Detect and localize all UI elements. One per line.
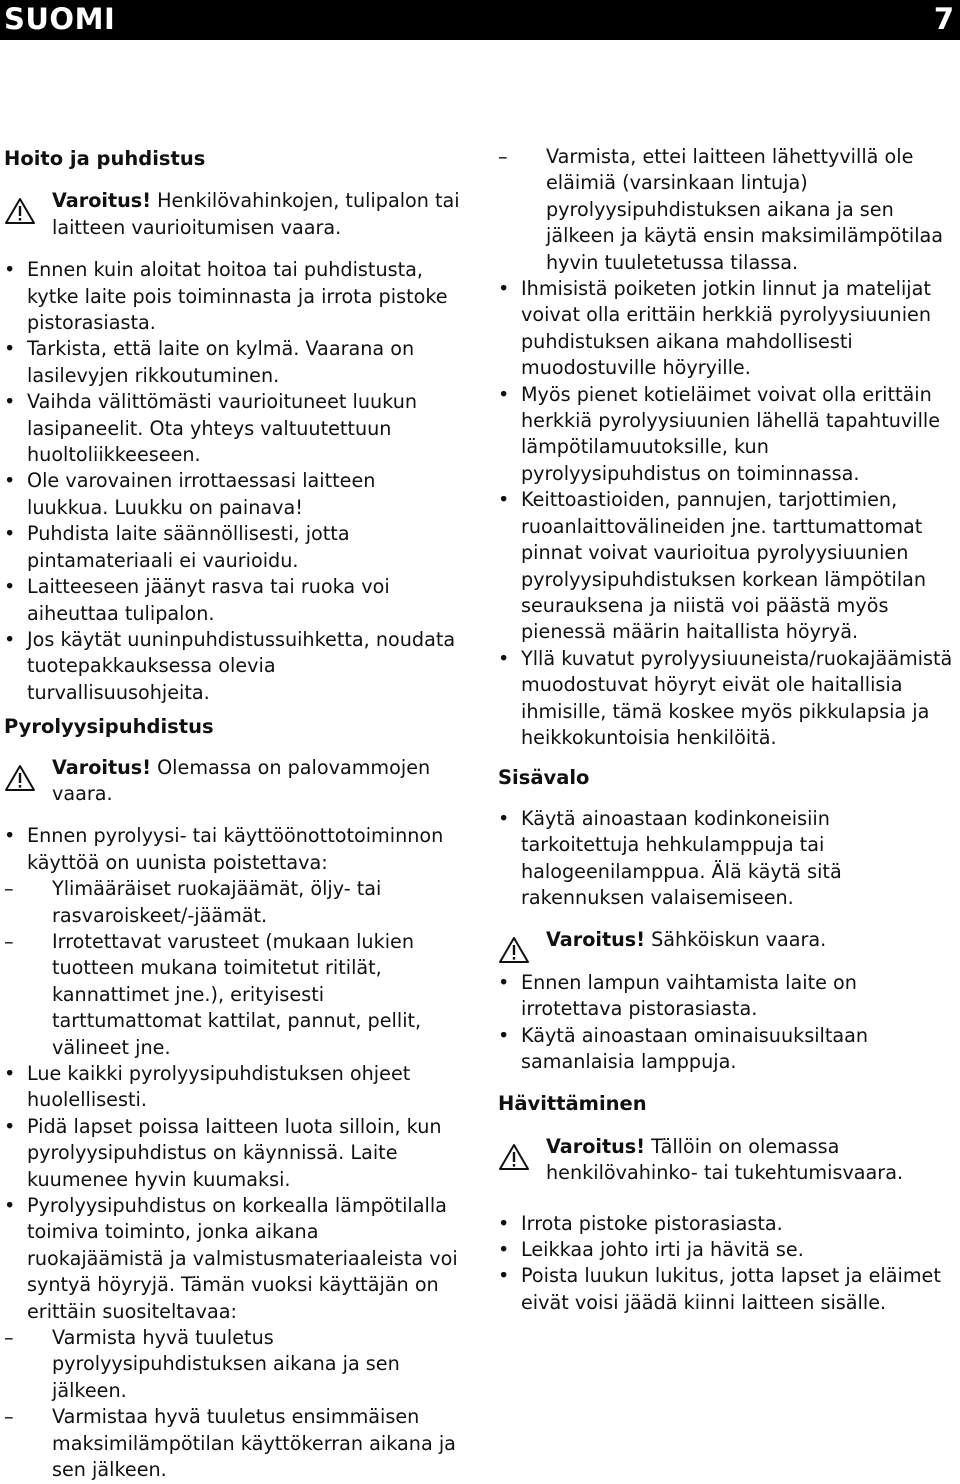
- list-item: • Lue kaikki pyrolyysipuhdistuksen ohjeet huolellisesti.: [4, 1061, 460, 1114]
- list-item: • Puhdista laite säännöllisesti, jotta pintamateriaali ei vaurioidu.: [4, 521, 460, 574]
- warning-triangle-icon: [498, 936, 530, 964]
- language-label: SUOMI: [4, 2, 116, 36]
- warning-interior-light: [498, 927, 954, 953]
- sub-list: [4, 876, 460, 1061]
- section-title-disposal: Hävittäminen: [498, 1092, 647, 1116]
- sub-list-item: – Varmista hyvä tuuletus pyrolyysipuhdistuksen aikana ja sen jälkeen.: [4, 1325, 460, 1404]
- sub-list-item: – Irrotettavat varusteet (mukaan lukien tuotteen mukana toimitetut ritilät, kannattimet jne.), erityisesti tarttumattomat kattilat, pannut, pellit, välineet jne.: [4, 929, 460, 1061]
- warning-text: Tällöin on olemassa henkilövahinko- tai tukehtumisvaara.: [546, 1134, 904, 1185]
- list-item: • Ihmisistä poiketen jotkin linnut ja matelijat voivat olla erittäin herkkiä pyrolyysiuunien puhdistuksen aikana mahdollisesti muodostuville höyryille.: [498, 276, 954, 382]
- list-item: • Pidä lapset poissa laitteen luota silloin, kun pyrolyysipuhdistus on käynnissä. Laite kuumenee hyvin kuumaksi.: [4, 1114, 460, 1193]
- list-item: • Irrota pistoke pistorasiasta.: [498, 1211, 954, 1237]
- warning-care: [4, 188, 460, 241]
- warning-label: Varoitus!: [546, 928, 645, 952]
- disposal-list: [498, 1211, 954, 1317]
- list-item: • Vaihda välittömästi vaurioituneet luukun lasipaneelit. Ota yhteys valtuutettuun huoltoliikkeeseen.: [4, 389, 460, 468]
- page-number: 7: [933, 2, 954, 36]
- warning-label: Varoitus!: [546, 1134, 645, 1158]
- list-item: • Käytä ainoastaan ominaisuuksiltaan samanlaisia lamppuja.: [498, 1023, 954, 1076]
- list-item: • Tarkista, että laite on kylmä. Vaarana on lasilevyjen rikkoutuminen.: [4, 336, 460, 389]
- list-item: • Käytä ainoastaan kodinkoneisiin tarkoitettuja hehkulamppuja tai halogeenilamppua. Älä käytä sitä rakennuksen valaisemiseen.: [498, 806, 954, 912]
- sub-list: [4, 1325, 460, 1483]
- warning-label: Varoitus!: [52, 189, 151, 213]
- page-header: [0, 0, 960, 40]
- interior-light-list: [498, 806, 954, 912]
- list-item-text: Pyrolyysipuhdistus on korkealla lämpötilalla toimiva toiminto, jonka aikana ruokajäämistä ja valmistusmateriaaleista voi syntyä höyryjä. Tämän vuoksi käyttäjän on erittäin suositeltavaa:: [27, 1194, 458, 1323]
- sub-list-item: – Varmista, ettei laitteen lähettyvillä ole eläimiä (varsinkaan lintuja) pyrolyysipuhdistuksen aikana ja sen jälkeen ja käytä ensin maksimilämpötilaa hyvin tuuletetussa tilassa.: [498, 144, 954, 276]
- list-item: • Ennen kuin aloitat hoitoa tai puhdistusta, kytke laite pois toiminnasta ja irrota pistoke pistorasiasta.: [4, 257, 460, 336]
- warning-triangle-icon: [498, 1143, 530, 1171]
- list-item: • Jos käytät uuninpuhdistussuihketta, noudata tuotepakkauksessa olevia turvallisuusohjeita.: [4, 627, 460, 706]
- warning-label: Varoitus!: [52, 755, 151, 779]
- pyrolysis-list: [4, 823, 460, 1483]
- care-list: [4, 257, 460, 706]
- warning-text: Sähköiskun vaara.: [644, 928, 827, 952]
- section-title-pyrolysis: Pyrolyysipuhdistus: [4, 715, 214, 739]
- left-column: [4, 146, 460, 1484]
- list-item: • Ennen lampun vaihtamista laite on irrotettava pistorasiasta.: [498, 970, 954, 1023]
- list-item: • Yllä kuvatut pyrolyysiuuneista/ruokajäämistä muodostuvat höyryt eivät ole haitallisia ihmisille, tämä koskee myös pikkulapsia ja heikkokuntoisia henkilöitä.: [498, 646, 954, 752]
- list-item: • Myös pienet kotieläimet voivat olla erittäin herkkiä pyrolyysiuunien lähellä tapahtuville lämpötilamuutoksille, kun pyrolyysipuhdistus on toiminnassa.: [498, 382, 954, 488]
- list-item: • Laitteeseen jäänyt rasva tai ruoka voi aiheuttaa tulipalon.: [4, 574, 460, 627]
- warning-text: Henkilövahinkojen, tulipalon tai laitteen vaurioitumisen vaara.: [52, 189, 460, 239]
- warning-disposal: [498, 1134, 954, 1187]
- list-item: [4, 823, 460, 1061]
- section-title-care: Hoito ja puhdistus: [4, 147, 206, 170]
- lamp-list: [498, 970, 954, 1076]
- list-item: [4, 1193, 460, 1483]
- list-item: • Keittoastioiden, pannujen, tarjottimien, ruoanlaittovälineiden jne. tarttumattomat pinnat voivat vaurioitua pyrolyysiuunien pyrolyysipuhdistuksen korkean lämpötilan seurauksena ja niistä voi päästä myös pienessä määrin haitallista höyryä.: [498, 487, 954, 645]
- right-column: [498, 144, 954, 1316]
- pyrolysis-list-continued: [498, 144, 954, 751]
- sub-list-item: – Ylimääräiset ruokajäämät, öljy- tai rasvaroiskeet/-jäämät.: [4, 876, 460, 929]
- list-item-text: Ennen pyrolyysi- tai käyttöönottotoiminnon käyttöä on uunista poistettava:: [27, 824, 444, 874]
- list-item: • Poista luukun lukitus, jotta lapset ja eläimet eivät voisi jäädä kiinni laitteen sisälle.: [498, 1263, 954, 1316]
- warning-triangle-icon: [4, 197, 36, 225]
- warning-triangle-icon: [4, 764, 36, 792]
- warning-pyrolysis: [4, 755, 460, 808]
- section-title-interior-light: Sisävalo: [498, 766, 590, 790]
- sub-list-item: – Varmistaa hyvä tuuletus ensimmäisen maksimilämpötilan käyttökerran aikana ja sen jälkeen.: [4, 1404, 460, 1483]
- list-item: • Leikkaa johto irti ja hävitä se.: [498, 1237, 954, 1263]
- list-item: • Ole varovainen irrottaessasi laitteen luukkua. Luukku on painava!: [4, 468, 460, 521]
- warning-text: Olemassa on palovammojen vaara.: [52, 755, 431, 805]
